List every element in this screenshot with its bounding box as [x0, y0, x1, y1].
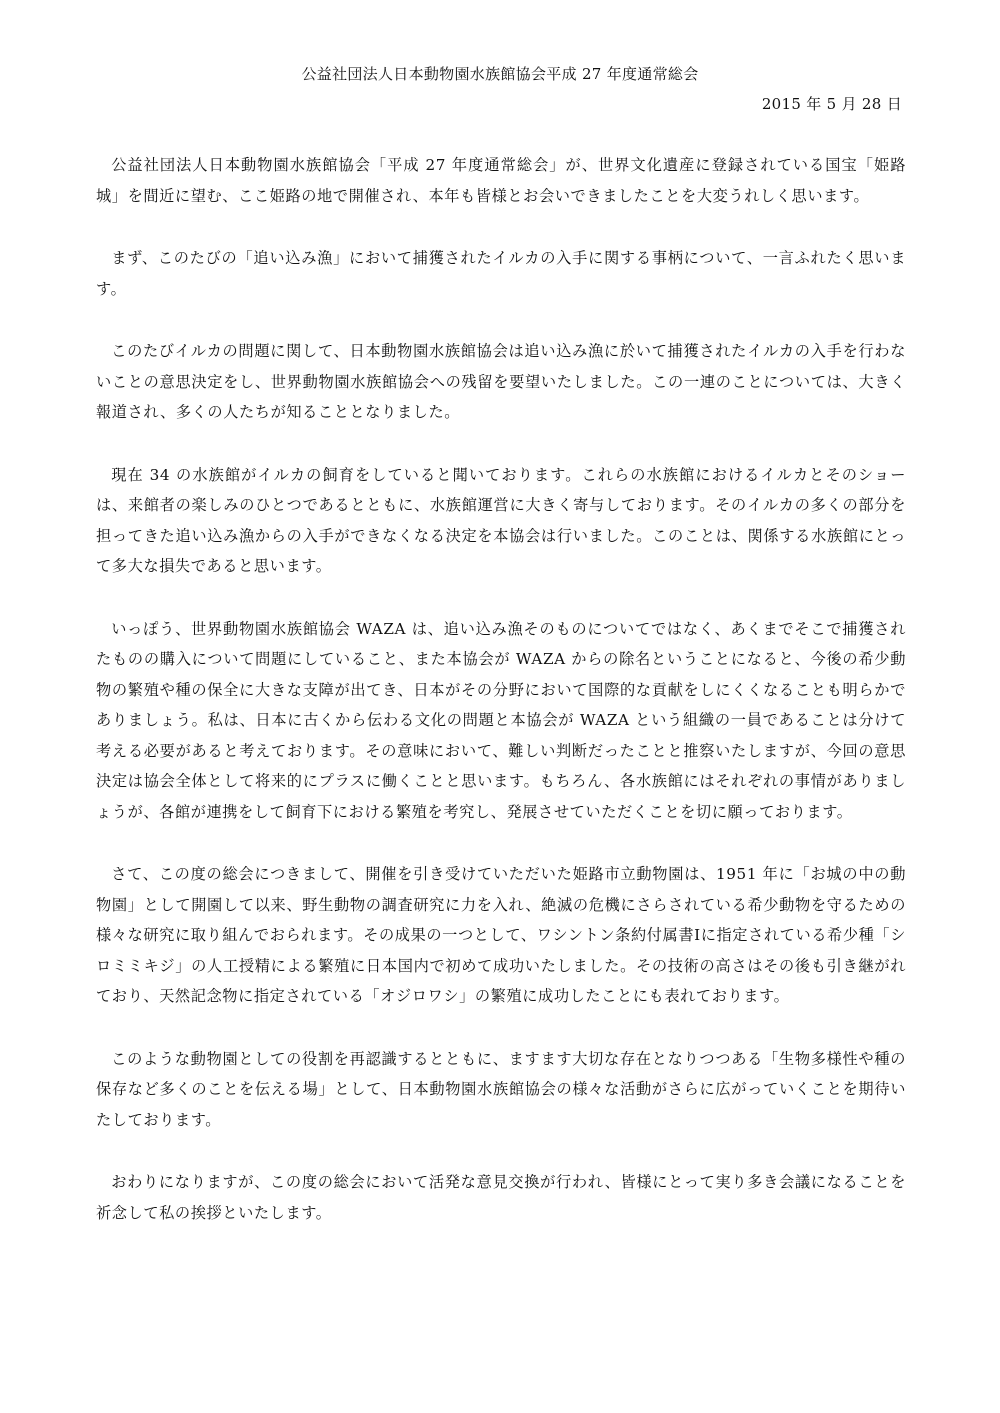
- paragraph-drive-fishery-intro: まず、このたびの「追い込み漁」において捕獲されたイルカの入手に関する事柄について、一言ふれたく思います。: [96, 249, 906, 298]
- document-title: 公益社団法人日本動物園水族館協会平成 27 年度通常総会: [301, 65, 699, 83]
- document-body: [96, 150, 906, 1260]
- paragraph-opening: 公益社団法人日本動物園水族館協会「平成 27 年度通常総会」が、世界文化遺産に登録されている国宝「姫路城」を間近に望む、ここ姫路の地で開催され、本年も皆様とお会いできましたことを大変うれしく思います。: [96, 156, 906, 205]
- paragraph-himeji-zoo: さて、この度の総会につきまして、開催を引き受けていただいた姫路市立動物園は、1951 年に「お城の中の動物園」として開園して以来、野生動物の調査研究に力を入れ、絶滅の危機にさらされている希少動物を守るための様々な研究に取り組んでおられます。その成果の一つとして、ワシントン条約付属書Ⅰに指定されている希少種「シロミミキジ」の人工授精による繁殖に日本国内で初めて成功いたしました。その技術の高さはその後も引き継がれており、天然記念物に指定されている「オジロワシ」の繁殖に成功したことにも表れております。: [96, 865, 906, 1005]
- paragraph-waza-position: いっぽう、世界動物園水族館協会 WAZA は、追い込み漁そのものについてではなく、あくまでそこで捕獲されたものの購入について問題にしていること、また本協会が WAZA からの除名ということになると、今後の希少動物の繁殖や種の保全に大きな支障が出てき、日本がその分野において国際的な貢献をしにくくなることも明らかでありましょう。私は、日本に古くから伝わる文化の問題と本協会が WAZA という組織の一員であることは分けて考える必要があると考えております。その意味において、難しい判断だったことと推察いたしますが、今回の意思決定は協会全体として将来的にプラスに働くことと思います。もちろん、各水族館にはそれぞれの事情がありましょうが、各館が連携をして飼育下における繁殖を考究し、発展させていただくことを切に願っております。: [96, 619, 906, 821]
- document-date: 2015 年 5 月 28 日: [761, 95, 902, 113]
- paragraph-association-decision: このたびイルカの問題に関して、日本動物園水族館協会は追い込み漁に於いて捕獲されたイルカの入手を行わないことの意思決定をし、世界動物園水族館協会への残留を要望いたしました。この一連のことについては、大きく報道され、多くの人たちが知ることとなりました。: [96, 342, 906, 421]
- paragraph-zoo-role: このような動物園としての役割を再認識するとともに、ますます大切な存在となりつつある「生物多様性や種の保存など多くのことを伝える場」として、日本動物園水族館協会の様々な活動がさらに広がっていくことを期待いたしております。: [96, 1049, 906, 1129]
- paragraph-closing: おわりになりますが、この度の総会において活発な意見交換が行われ、皆様にとって実り多き会議になることを祈念して私の挨拶といたします。: [96, 1173, 906, 1222]
- paragraph-aquarium-impact: 現在 34 の水族館がイルカの飼育をしていると聞いております。これらの水族館におけるイルカとそのショーは、来館者の楽しみのひとつであるとともに、水族館運営に大きく寄与しております。そのイルカの多くの部分を担ってきた追い込み漁からの入手ができなくなる決定を本協会は行いました。このことは、関係する水族館にとって多大な損失であると思います。: [96, 465, 906, 575]
